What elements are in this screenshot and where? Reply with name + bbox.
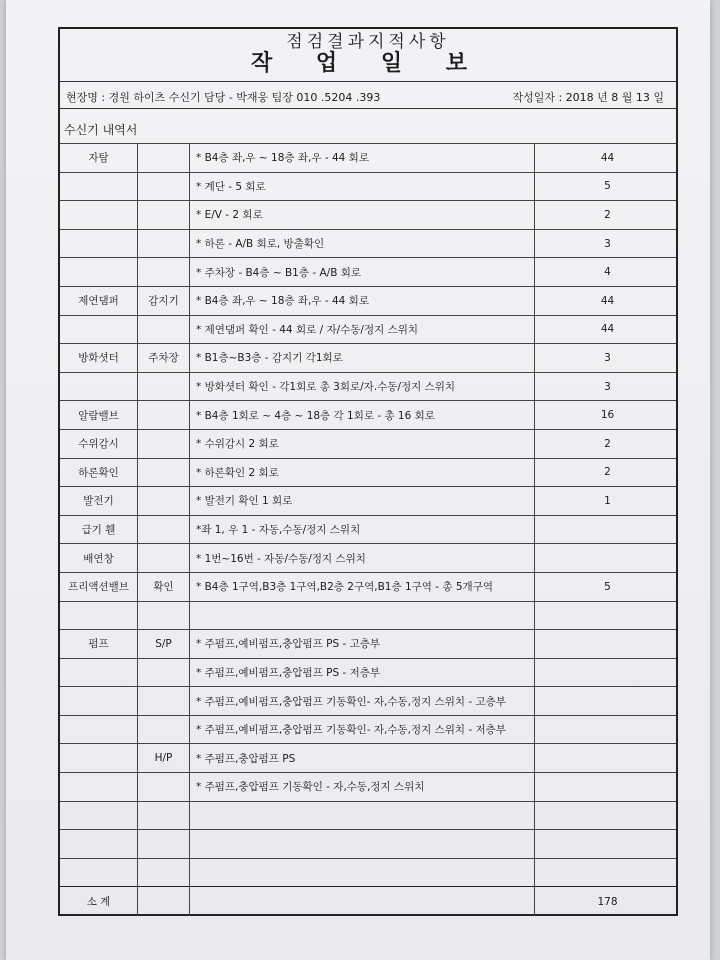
- category-cell: 방화셧터: [60, 344, 138, 372]
- count-cell: [535, 744, 680, 772]
- count-cell: [535, 830, 680, 858]
- description-cell: * 계단 - 5 회로: [190, 173, 535, 201]
- count-cell: 5: [604, 180, 611, 193]
- table-row: [60, 172, 676, 201]
- description-cell: * 주펌프,예비펌프,충압펌프 기동확인- 자,수동,정지 스위치 - 저층부: [190, 716, 535, 744]
- table-row: [60, 715, 676, 744]
- count-cell: [535, 802, 680, 830]
- count-cell: [535, 602, 680, 630]
- subcategory-cell: [138, 258, 190, 286]
- total-value: 178: [597, 895, 618, 908]
- category-cell: [60, 687, 138, 715]
- description-cell: * B4층 좌,우 ~ 18층 좌,우 - 44 회로: [190, 144, 535, 172]
- subcategory-cell: [138, 773, 190, 801]
- table-row: [60, 286, 676, 315]
- table-row: [60, 486, 676, 515]
- category-cell: [60, 316, 138, 344]
- table-row: [60, 658, 676, 687]
- table-row: [60, 257, 676, 286]
- category-cell: [60, 201, 138, 229]
- description-cell: * 1번~16번 - 자동/수동/정지 스위치: [190, 544, 535, 572]
- category-cell: 수위감시: [60, 430, 138, 458]
- table-row: [60, 315, 676, 344]
- count-cell: 44: [600, 151, 615, 164]
- report-title: 작 업 일 보: [251, 51, 485, 76]
- table-row: [60, 858, 676, 887]
- table-row: [60, 801, 676, 830]
- table-row: [60, 458, 676, 487]
- subcategory-cell: [138, 659, 190, 687]
- description-cell: [190, 802, 535, 830]
- count-cell: 3: [604, 237, 611, 250]
- subcategory-cell: [138, 602, 190, 630]
- subcategory-cell: [138, 201, 190, 229]
- report-date: 작성일자 : 2018 년 8 월 13 일: [512, 91, 664, 104]
- description-cell: * 하론 - A/B 회로, 방출확인: [190, 230, 535, 258]
- description-cell: [190, 602, 535, 630]
- subcategory-cell: [138, 544, 190, 572]
- table-row: [60, 743, 676, 772]
- category-cell: [60, 744, 138, 772]
- description-cell: * 방화셧터 확인 - 각1회로 총 3회로/자.수동/정지 스위치: [190, 373, 535, 401]
- description-cell: * 주차장 - B4층 ~ B1층 - A/B 회로: [190, 258, 535, 286]
- category-cell: [60, 173, 138, 201]
- category-cell: [60, 659, 138, 687]
- table-row: [60, 515, 676, 544]
- count-cell: 2: [604, 466, 611, 479]
- count-cell: [535, 516, 680, 544]
- subcategory-cell: [138, 716, 190, 744]
- category-cell: [60, 859, 138, 887]
- category-cell: 자탐: [60, 144, 138, 172]
- category-cell: [60, 602, 138, 630]
- count-cell: [535, 544, 680, 572]
- description-cell: * E/V - 2 회로: [190, 201, 535, 229]
- subcategory-cell: [138, 459, 190, 487]
- category-cell: 제연댐퍼: [60, 287, 138, 315]
- document-paper: [6, 0, 710, 960]
- subcategory-cell: [138, 487, 190, 515]
- table-row: [60, 572, 676, 601]
- table-row: [60, 601, 676, 630]
- subcategory-cell: [138, 316, 190, 344]
- count-cell: 1: [604, 494, 611, 507]
- inspection-title: 점검결과지적사항: [286, 32, 450, 52]
- count-cell: [535, 659, 680, 687]
- count-cell: [535, 773, 680, 801]
- section-title: 수신기 내역서: [64, 123, 138, 137]
- description-cell: [190, 830, 535, 858]
- category-cell: [60, 230, 138, 258]
- title-block: [60, 29, 676, 81]
- category-cell: [60, 773, 138, 801]
- total-label: 소 계: [60, 887, 138, 916]
- category-cell: 프리액션밸브: [60, 573, 138, 601]
- table-row: [60, 200, 676, 229]
- table-row: [60, 429, 676, 458]
- description-cell: * B4층 1구역,B3층 1구역,B2층 2구역,B1층 1구역 - 총 5개구역: [190, 573, 535, 601]
- table-row: [60, 829, 676, 858]
- count-cell: 16: [600, 409, 615, 422]
- total-empty-cell: [190, 887, 535, 916]
- table-row: [60, 372, 676, 401]
- info-line: [60, 81, 676, 109]
- description-cell: * B1층~B3층 - 감지기 각1회로: [190, 344, 535, 372]
- table-row: [60, 229, 676, 258]
- subcategory-cell: [138, 830, 190, 858]
- description-cell: * 발전기 확인 1 회로: [190, 487, 535, 515]
- count-cell: 2: [604, 437, 611, 450]
- table-row: [60, 143, 676, 172]
- description-cell: * 하론확인 2 회로: [190, 459, 535, 487]
- category-cell: [60, 258, 138, 286]
- category-cell: [60, 802, 138, 830]
- count-cell: 4: [604, 266, 611, 279]
- count-cell: [535, 859, 680, 887]
- subcategory-cell: H/P: [138, 744, 190, 772]
- count-cell: [535, 716, 680, 744]
- category-cell: [60, 373, 138, 401]
- count-cell: [535, 687, 680, 715]
- category-cell: 펌프: [60, 630, 138, 658]
- subcategory-cell: [138, 859, 190, 887]
- table-row: [60, 543, 676, 572]
- category-cell: 배연창: [60, 544, 138, 572]
- subcategory-cell: [138, 230, 190, 258]
- subcategory-cell: [138, 802, 190, 830]
- site-info: 현장명 : 경원 하이츠 수신기 담당 - 박재웅 팀장 010 .5204 .393: [66, 91, 381, 104]
- table-row: [60, 686, 676, 715]
- count-cell: 2: [604, 208, 611, 221]
- category-cell: 알람밸브: [60, 401, 138, 429]
- category-cell: 하론확인: [60, 459, 138, 487]
- category-cell: 급기 휀: [60, 516, 138, 544]
- subcategory-cell: [138, 687, 190, 715]
- subcategory-cell: [138, 373, 190, 401]
- category-cell: [60, 716, 138, 744]
- description-cell: * 주펌프,예비펌프,충압펌프 PS - 고층부: [190, 630, 535, 658]
- category-cell: 발전기: [60, 487, 138, 515]
- count-cell: 44: [600, 294, 615, 307]
- subcategory-cell: [138, 430, 190, 458]
- description-cell: *좌 1, 우 1 - 자동,수동/정지 스위치: [190, 516, 535, 544]
- subcategory-cell: 감지기: [138, 287, 190, 315]
- description-cell: * B4층 좌,우 ~ 18층 좌,우 - 44 회로: [190, 287, 535, 315]
- description-cell: * 주펌프,충압펌프 PS: [190, 744, 535, 772]
- subcategory-cell: [138, 516, 190, 544]
- count-cell: 44: [600, 323, 615, 336]
- total-row: [60, 886, 676, 916]
- subcategory-cell: 주차장: [138, 344, 190, 372]
- count-cell: [535, 630, 680, 658]
- subcategory-cell: [138, 173, 190, 201]
- description-cell: * B4층 1회로 ~ 4층 ~ 18층 각 1회로 - 총 16 회로: [190, 401, 535, 429]
- subcategory-cell: [138, 144, 190, 172]
- subcategory-cell: [138, 401, 190, 429]
- description-cell: * 주펌프,충압펌프 기동확인 - 자,수동,정지 스위치: [190, 773, 535, 801]
- description-cell: * 주펌프,예비펌프,충압펌프 PS - 저층부: [190, 659, 535, 687]
- table-row: [60, 343, 676, 372]
- work-report-frame: [58, 27, 678, 916]
- count-cell: 5: [604, 580, 611, 593]
- subcategory-cell: S/P: [138, 630, 190, 658]
- description-cell: * 제연댐퍼 확인 - 44 회로 / 자/수동/정지 스위치: [190, 316, 535, 344]
- table-row: [60, 772, 676, 801]
- count-cell: 3: [604, 351, 611, 364]
- description-cell: * 주펌프,예비펌프,충압펌프 기동확인- 자,수동,정지 스위치 - 고층부: [190, 687, 535, 715]
- table-row: [60, 629, 676, 658]
- description-cell: * 수위감시 2 회로: [190, 430, 535, 458]
- count-cell: 3: [604, 380, 611, 393]
- description-cell: [190, 859, 535, 887]
- inspection-table: [60, 143, 676, 916]
- total-empty-cell: [138, 887, 190, 916]
- table-row: [60, 400, 676, 429]
- subcategory-cell: 확인: [138, 573, 190, 601]
- category-cell: [60, 830, 138, 858]
